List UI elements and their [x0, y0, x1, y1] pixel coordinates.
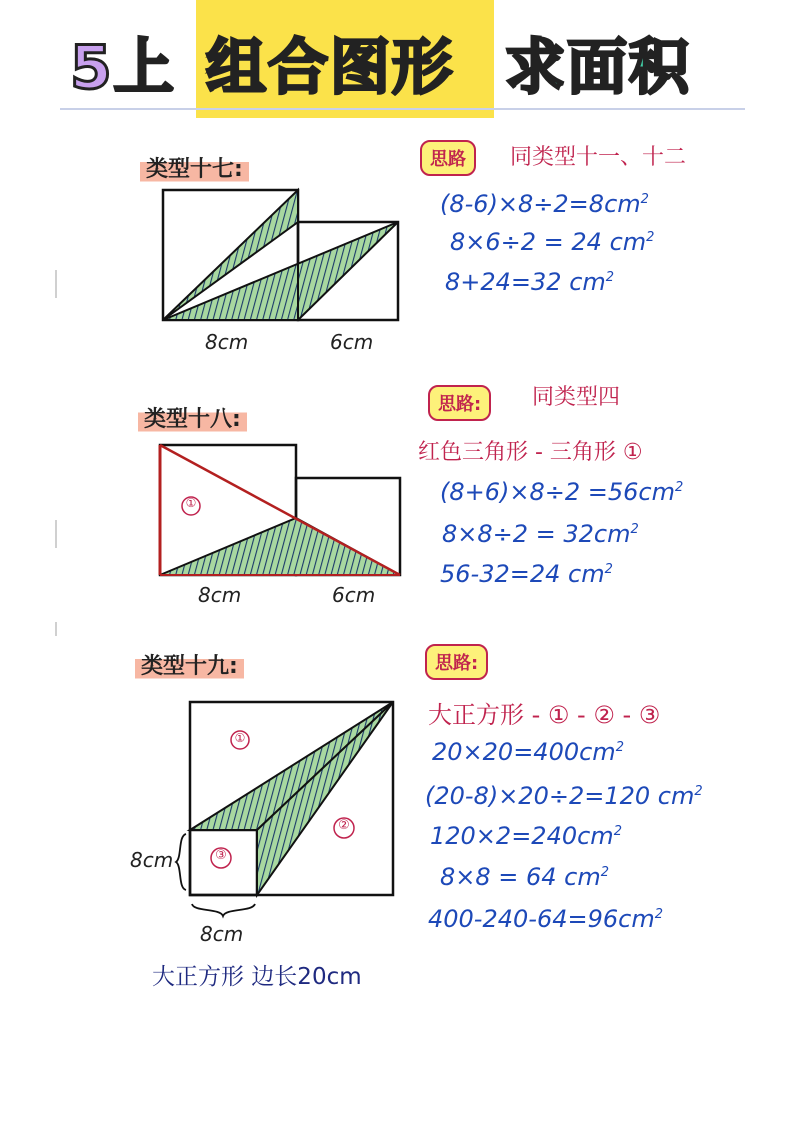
calc-line: 8+24=32 $cm^2$: [445, 268, 615, 296]
thinking-tag: 思路: [420, 140, 476, 176]
diagram-caption: 大正方形 边长20cm: [152, 964, 362, 990]
method-note: 同类型十一、十二: [510, 145, 687, 170]
thinking-tag: 思路:: [428, 385, 491, 421]
dimension-label: 8cm: [200, 922, 244, 946]
method-formula: 红色三角形 - 三角形 ①: [418, 440, 643, 465]
calc-line: $8\times 8\div 2 = 32cm^2$: [442, 520, 639, 548]
region-label: ③: [215, 848, 227, 863]
region-label: ①: [234, 731, 246, 745]
calc-line: $120\times 2=240cm^2$: [430, 822, 622, 850]
section-label: 类型十九:: [135, 647, 244, 682]
thinking-tag: 思路:: [425, 644, 488, 680]
dimension-label: 6cm: [330, 330, 374, 354]
calc-line: 8×6÷2 = 24 $cm^2$: [450, 228, 655, 256]
calc-line: $(8-6)\times 8\div 2=8cm^2$: [440, 190, 649, 218]
calc-line: 8×8 = 64 $cm^2$: [440, 863, 610, 891]
dimension-label: 6cm: [332, 583, 376, 607]
dimension-label: 8cm: [205, 330, 249, 354]
dimension-label: 8cm: [198, 583, 242, 607]
calc-line: $(8+6)\times 8\div 2 =56cm^2$: [440, 478, 684, 506]
method-formula: 大正方形 - ① - ② - ③: [428, 701, 661, 729]
calc-line: $20\times 20=400cm^2$: [432, 738, 624, 766]
calc-line: (20-8)×20÷2=120 $cm^2$: [425, 782, 703, 810]
region-label: ②: [338, 818, 350, 833]
title-topic: 组合图形: [206, 33, 454, 103]
title-task: 求面积: [505, 33, 691, 103]
calc-line: 56-32=24 $cm^2$: [440, 560, 613, 588]
calc-line: $400-240-64=96cm^2$: [428, 905, 663, 933]
title-grade: 5上: [70, 33, 176, 103]
method-note: 同类型四: [532, 385, 621, 410]
section-label: 类型十八:: [138, 400, 247, 435]
region-label: ①: [185, 496, 197, 510]
dimension-label: 8cm: [130, 848, 174, 872]
section-label: 类型十七:: [140, 150, 249, 185]
